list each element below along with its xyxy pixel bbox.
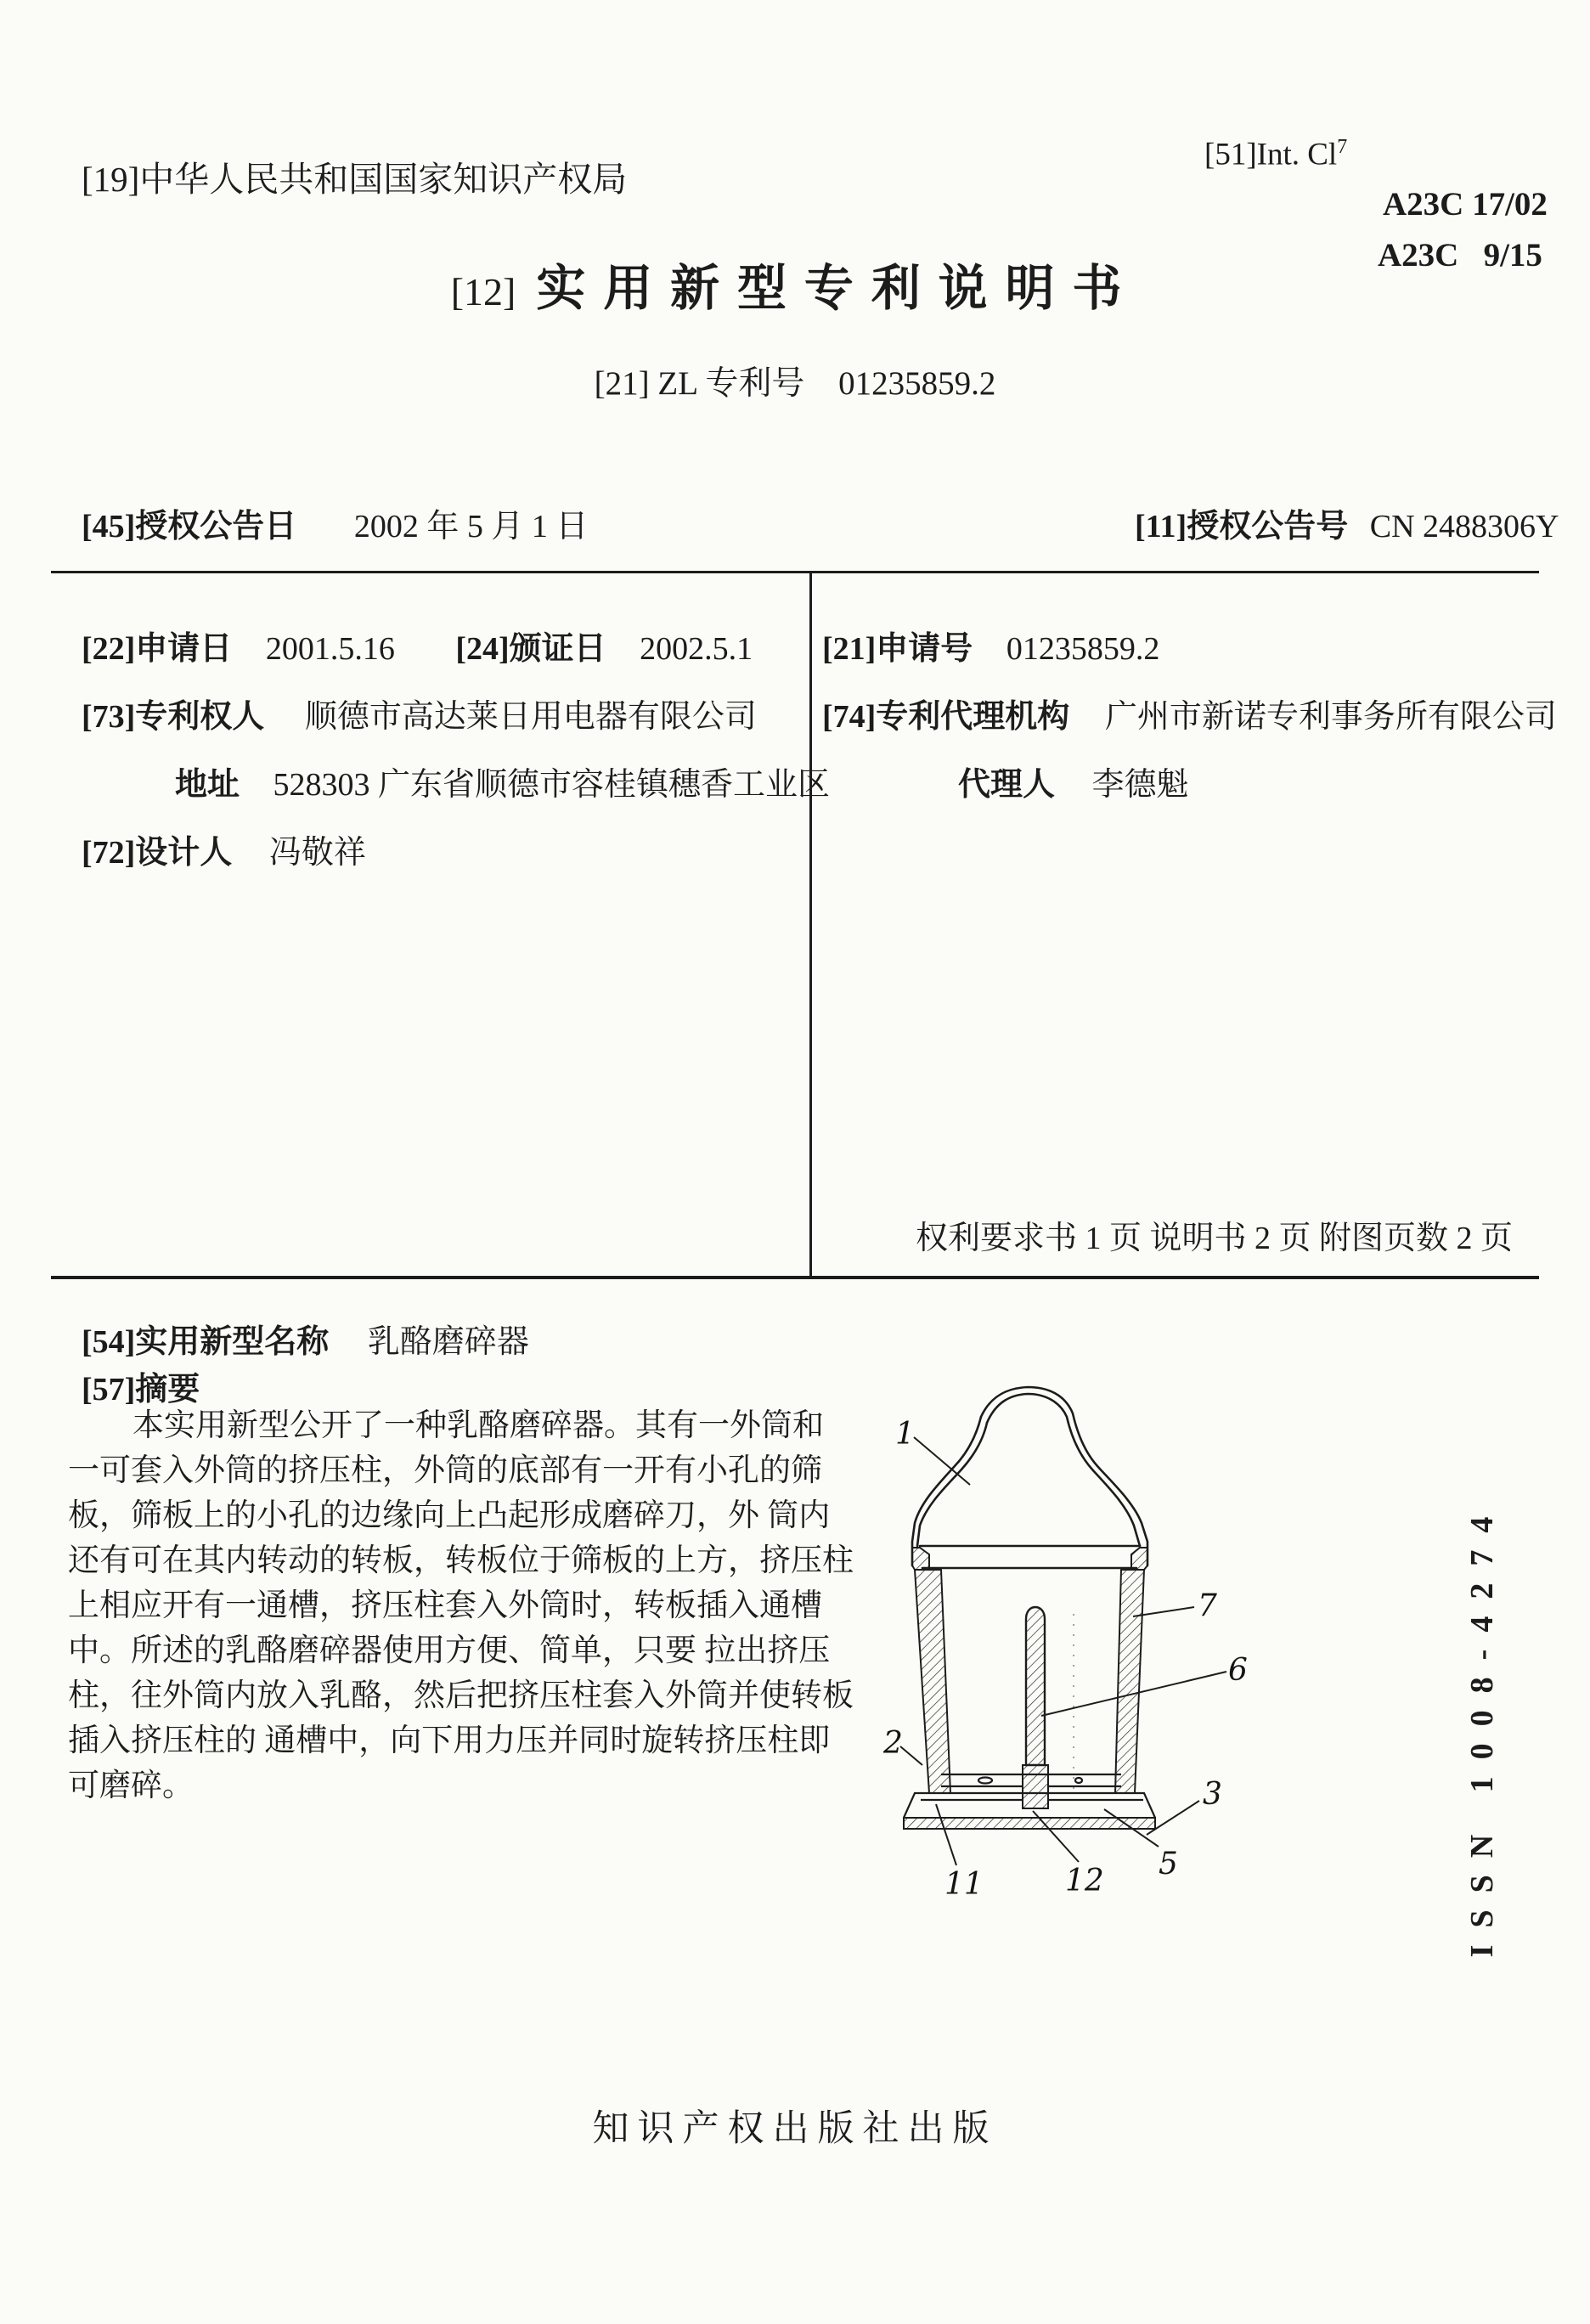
figure-label-5: 5 bbox=[1159, 1847, 1178, 1881]
document-title-text: 实用新型专利说明书 bbox=[536, 261, 1140, 316]
table-column-divider bbox=[809, 571, 812, 1278]
publisher-line: 知识产权出版社出版 bbox=[592, 2109, 998, 2149]
address-label: 地址 bbox=[175, 767, 240, 803]
grant-publication-line bbox=[1135, 499, 1559, 546]
figure-label-7: 7 bbox=[1198, 1588, 1217, 1623]
abstract-line: 本实用新型公开了一种乳酪磨碎器。其有一外筒和 bbox=[132, 1408, 824, 1443]
address-row bbox=[175, 758, 830, 804]
application-date-value: 2001.5.16 bbox=[265, 631, 395, 667]
turning-plate-rod bbox=[1026, 1607, 1045, 1765]
designer-value: 冯敬祥 bbox=[268, 835, 366, 871]
certificate-date-value: 2002.5.1 bbox=[640, 631, 753, 667]
application-date-label: [22]申请日 bbox=[82, 631, 233, 667]
grant-date-value: 2002 年 5 月 1 日 bbox=[353, 509, 589, 544]
abstract-line: 板，筛板上的小孔的边缘向上凸起形成磨碎刀，外 筒内 bbox=[68, 1498, 831, 1533]
figure-label-6: 6 bbox=[1228, 1653, 1248, 1688]
figure-label-2: 2 bbox=[883, 1726, 903, 1761]
patent-figure bbox=[866, 1359, 1257, 1937]
grant-publication-label: [11]授权公告号 bbox=[1135, 509, 1349, 544]
patent-number-value: 01235859.2 bbox=[838, 365, 996, 402]
figure-label-11: 11 bbox=[944, 1867, 984, 1902]
grant-date-label: [45]授权公告日 bbox=[82, 509, 297, 544]
abstract-line: 中。所述的乳酪磨碎器使用方便、简单，只要 拉出挤压 bbox=[68, 1633, 831, 1668]
patent-number-line bbox=[0, 357, 1590, 404]
utility-model-name-value: 乳酪磨碎器 bbox=[367, 1324, 529, 1360]
filing-dates-row bbox=[82, 622, 753, 668]
class-code-1: A23C 17/02 bbox=[1383, 186, 1548, 223]
abstract-heading: [57]摘要 bbox=[82, 1372, 200, 1407]
agent-label: 代理人 bbox=[958, 767, 1056, 803]
utility-model-name-row bbox=[82, 1315, 529, 1362]
grant-publication-value: CN 2488306Y bbox=[1369, 509, 1559, 544]
abstract-line: 插入挤压柱的 通槽中，向下用力压并同时旋转挤压柱即 bbox=[68, 1723, 831, 1758]
designer-row bbox=[82, 826, 366, 872]
abstract-line: 上相应开有一通槽，挤压柱套入外筒时，转板插入通槽 bbox=[68, 1588, 822, 1623]
abstract-line: 还有可在其内转动的转板，转板位于筛板的上方，挤压柱 bbox=[68, 1543, 854, 1578]
agent-value: 李德魁 bbox=[1091, 767, 1189, 803]
table-top-rule bbox=[51, 571, 1539, 573]
figure-label-3: 3 bbox=[1203, 1777, 1222, 1812]
figure-leader-lines bbox=[900, 1437, 1226, 1865]
int-cl-heading bbox=[1204, 136, 1347, 172]
int-cl-label: [51]Int. Cl bbox=[1204, 137, 1338, 172]
application-number-row bbox=[822, 622, 1159, 668]
grant-date-line bbox=[82, 499, 588, 546]
class-code-2: A23C 9/15 bbox=[1378, 237, 1542, 274]
application-number-value: 01235859.2 bbox=[1006, 631, 1160, 667]
agent-row bbox=[958, 758, 1189, 804]
agency-label: [74]专利代理机构 bbox=[822, 699, 1070, 735]
abstract-line: 一可套入外筒的挤压柱，外筒的底部有一开有小孔的筛 bbox=[68, 1453, 822, 1488]
authority-name: [19]中华人民共和国国家知识产权局 bbox=[82, 160, 628, 199]
int-cl-superscript: 7 bbox=[1337, 136, 1348, 158]
patentee-row bbox=[82, 690, 757, 736]
table-bottom-rule bbox=[51, 1276, 1539, 1279]
abstract-text bbox=[68, 1403, 854, 1808]
document-kind-code: [12] bbox=[450, 270, 516, 313]
abstract-line: 柱，往外筒内放入乳酪，然后把挤压柱套入外筒并使转板 bbox=[68, 1678, 854, 1713]
agency-value: 广州市新诺专利事务所有限公司 bbox=[1104, 699, 1557, 735]
abstract-line: 可磨碎。 bbox=[68, 1768, 194, 1803]
patent-number-label: [21] ZL 专利号 bbox=[594, 365, 805, 402]
designer-label: [72]设计人 bbox=[82, 835, 233, 871]
figure-label-1: 1 bbox=[895, 1417, 915, 1452]
application-number-label: [21]申请号 bbox=[822, 631, 973, 667]
figure-label-12: 12 bbox=[1065, 1864, 1104, 1898]
utility-model-name-label: [54]实用新型名称 bbox=[82, 1324, 330, 1360]
address-value: 528303 广东省顺德市容桂镇穗香工业区 bbox=[273, 767, 831, 803]
patentee-value: 顺德市高达莱日用电器有限公司 bbox=[304, 699, 757, 735]
pages-note: 权利要求书 1 页 说明书 2 页 附图页数 2 页 bbox=[916, 1221, 1514, 1256]
patentee-label: [73]专利权人 bbox=[82, 699, 265, 735]
certificate-date-label: [24]颁证日 bbox=[455, 631, 606, 667]
agency-row bbox=[822, 690, 1557, 736]
press-column-outline bbox=[912, 1387, 1147, 1568]
issn-number: ISSN 1008-4274 bbox=[1464, 1499, 1500, 1958]
document-title bbox=[0, 248, 1590, 319]
